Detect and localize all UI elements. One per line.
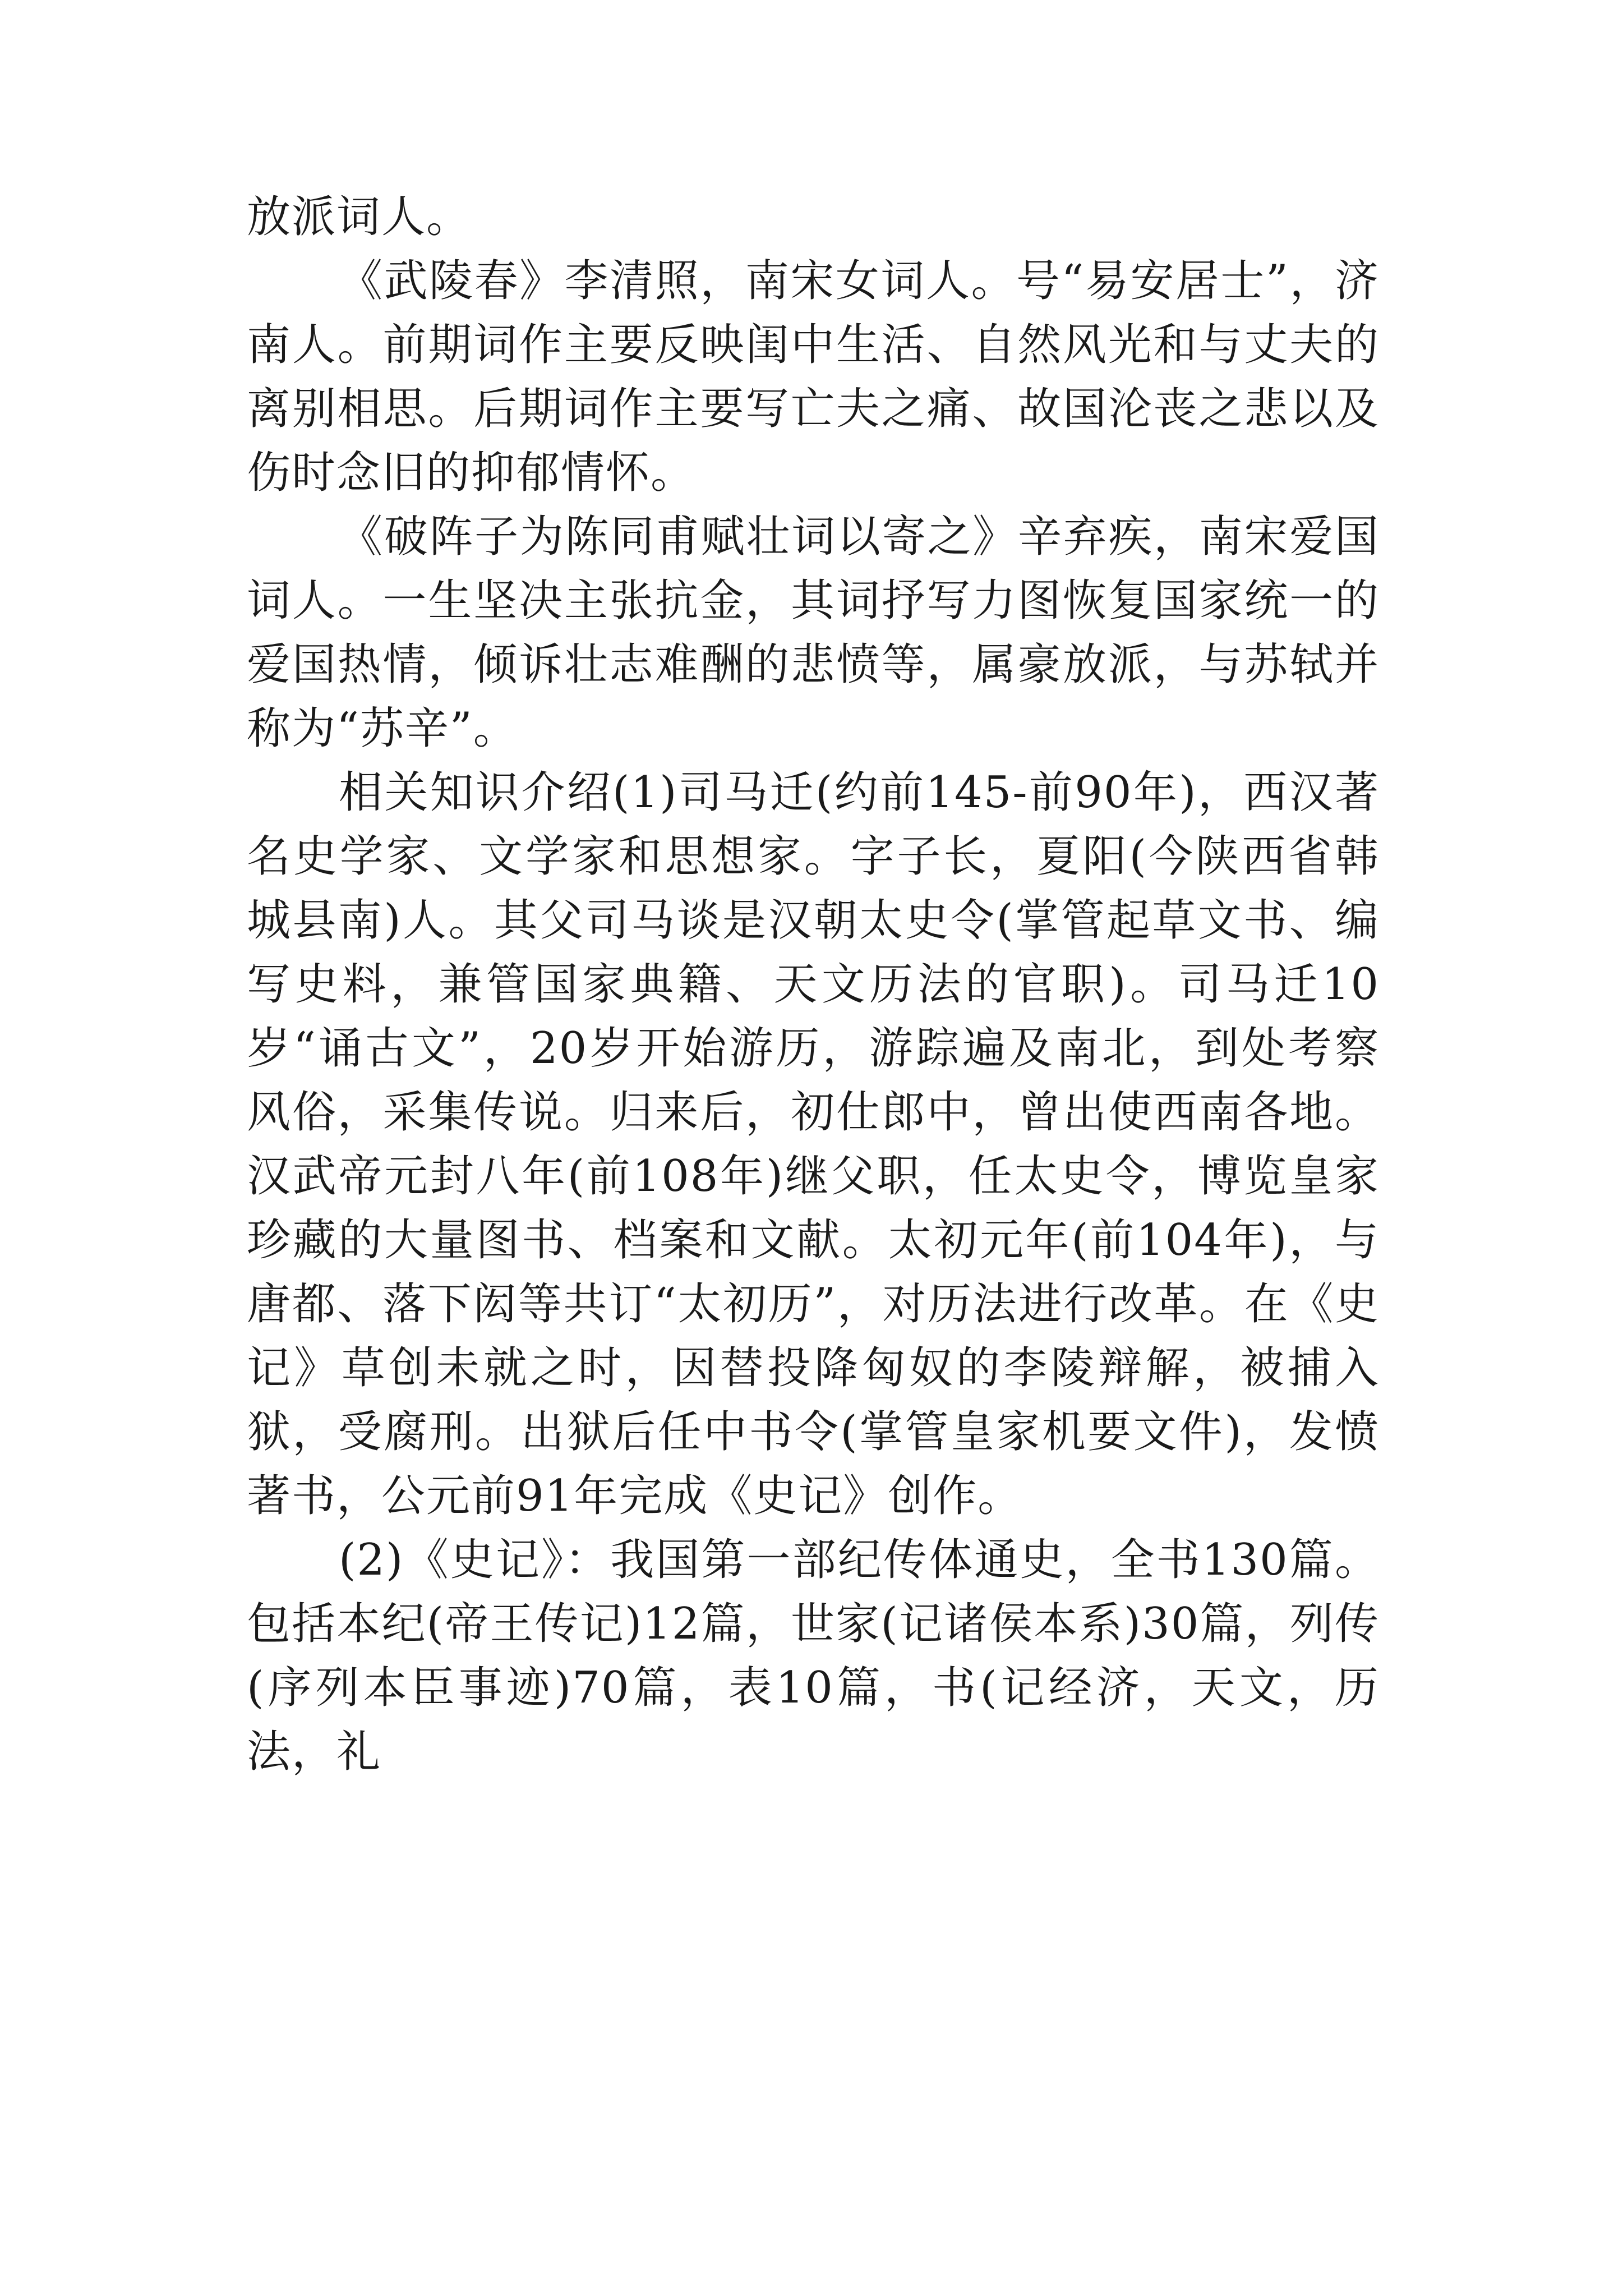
paragraph-pozhenzi: 《破阵子为陈同甫赋壮词以寄之》辛弃疾，南宋爱国词人。一生坚决主张抗金，其词抒写力图恢复国家统一的爱国热情，倾诉壮志难酬的悲愤等，属豪放派，与苏轼并称为“苏辛”。	[247, 512, 1380, 754]
paragraph-shiji: (2)《史记》：我国第一部纪传体通史，全书130篇。包括本纪(帝王传记)12篇，世家(记诸侯本系)30篇，列传(序列本臣事迹)70篇，表10篇，书(记经济，天文，历法，礼	[247, 1535, 1380, 1777]
paragraph-continuation: 放派词人。	[247, 192, 472, 242]
document-body	[247, 185, 1380, 1784]
paragraph-simaqian: 相关知识介绍(1)司马迁(约前145-前90年)，西汉著名史学家、文学家和思想家。字子长，夏阳(今陕西省韩城县南)人。其父司马谈是汉朝太史令(掌管起草文书、编写史料，兼管国家典籍、天文历法的官职)。司马迁10岁“诵古文”，20岁开始游历，游踪遍及南北，到处考察风俗，采集传说。归来后，初仕郎中，曾出使西南各地。汉武帝元封八年(前108年)继父职，任太史令，博览皇家珍藏的大量图书、档案和文献。太初元年(前104年)，与唐都、落下闳等共订“太初历”，对历法进行改革。在《史记》草创未就之时，因替投降匈奴的李陵辩解，被捕入狱，受腐刑。出狱后任中书令(掌管皇家机要文件)，发愤著书，公元前91年完成《史记》创作。	[247, 767, 1380, 1521]
paragraph-wulingchun: 《武陵春》李清照，南宋女词人。号“易安居士”，济南人。前期词作主要反映闺中生活、自然风光和与丈夫的离别相思。后期词作主要写亡夫之痛、故国沦丧之悲以及伤时念旧的抑郁情怀。	[247, 256, 1380, 498]
